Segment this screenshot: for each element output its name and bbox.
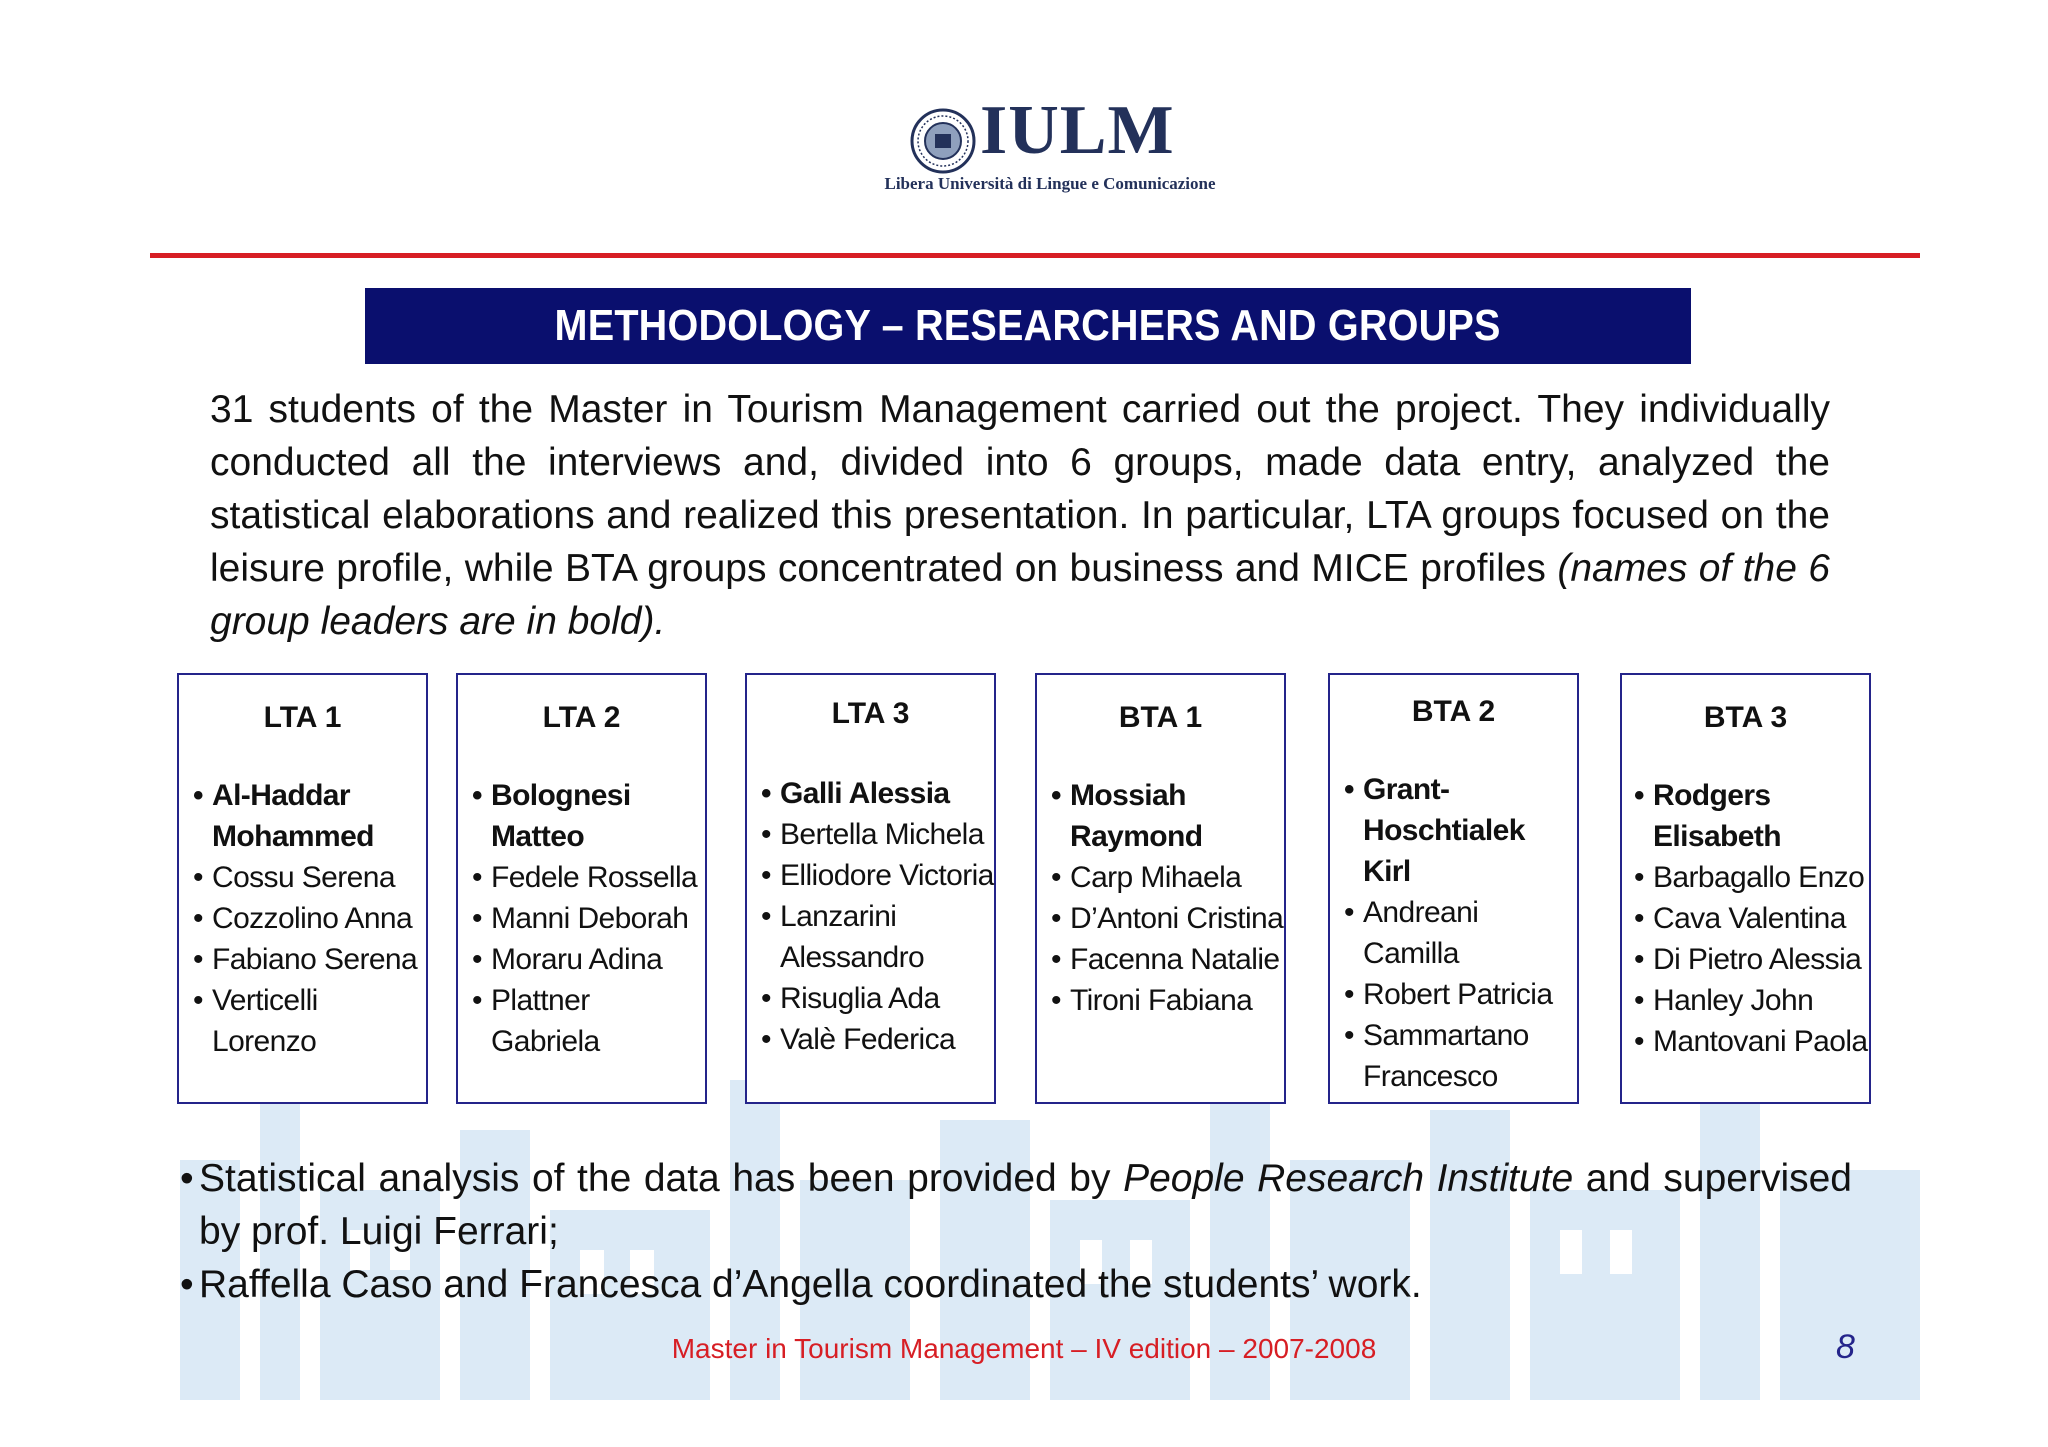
group-leader: • Galli Alessia <box>761 777 950 810</box>
list-item: • Verticelli Lorenzo <box>193 984 318 1058</box>
list-item: • Tironi Fabiana <box>1051 984 1253 1017</box>
group-title: LTA 3 <box>831 697 910 730</box>
list-item: • Barbagallo Enzo <box>1634 861 1865 894</box>
member-list <box>458 775 705 1062</box>
list-item: • Bertella Michela <box>761 818 984 851</box>
group-title: BTA 2 <box>1411 695 1496 728</box>
list-item: • Carp Mihaela <box>1051 861 1242 894</box>
intro-paragraph <box>210 383 1830 648</box>
group-title: BTA 3 <box>1703 701 1788 734</box>
group-box-lta2 <box>456 673 707 1104</box>
list-item: • Fedele Rossella <box>472 861 698 894</box>
header-divider <box>150 253 1920 258</box>
group-title: LTA 2 <box>542 701 621 734</box>
group-box-bta3 <box>1620 673 1871 1104</box>
member-list <box>1037 775 1284 1021</box>
group-leader: • Al-Haddar Mohammed <box>193 779 374 853</box>
list-item: • Sammartano Francesco <box>1344 1019 1529 1093</box>
university-seal-icon <box>910 108 976 174</box>
list-item: • Plattner Gabriela <box>472 984 600 1058</box>
member-list <box>179 775 426 1062</box>
list-item: • Cava Valentina <box>1634 902 1846 935</box>
list-item: • Lanzarini Alessandro <box>761 900 925 974</box>
list-item: • Manni Deborah <box>472 902 689 935</box>
group-box-lta3 <box>745 673 996 1104</box>
member-list <box>1622 775 1869 1062</box>
page-number: 8 <box>1836 1328 1855 1366</box>
note-coordination: • Raffella Caso and Francesca d’Angella coordinated the students’ work. <box>180 1263 1422 1306</box>
list-item: • Hanley John <box>1634 984 1814 1017</box>
member-list <box>1330 769 1577 1097</box>
intro-italic-note: (names of the 6 group leaders are in bold). <box>210 547 1830 643</box>
list-item: • Di Pietro Alessia <box>1634 943 1862 976</box>
list-item: • Andreani Camilla <box>1344 896 1479 970</box>
group-leader: • Grant-Hoschtialek Kirl <box>1344 773 1525 888</box>
list-item: • D’Antoni Cristina <box>1051 902 1284 935</box>
group-box-bta1 <box>1035 673 1286 1104</box>
group-box-lta1 <box>177 673 428 1104</box>
group-title: LTA 1 <box>263 701 342 734</box>
footer-text: Master in Tourism Management – IV edition – 2007-2008 <box>671 1333 1377 1364</box>
list-item: • Valè Federica <box>761 1023 956 1056</box>
list-item: • Cozzolino Anna <box>193 902 413 935</box>
logo-subtitle: Libera Università di Lingue e Comunicazione <box>884 174 1216 193</box>
list-item: • Mantovani Paola <box>1634 1025 1868 1058</box>
list-item: • Risuglia Ada <box>761 982 940 1015</box>
list-item: • Robert Patricia <box>1344 978 1553 1011</box>
group-box-bta2 <box>1328 673 1579 1104</box>
logo-wordmark: IULM <box>980 92 1175 169</box>
institute-name: People Research Institute <box>1123 1157 1574 1200</box>
list-item: • Elliodore Victoria <box>761 859 994 892</box>
list-item: • Fabiano Serena <box>193 943 418 976</box>
list-item: • Moraru Adina <box>472 943 663 976</box>
iulm-logo <box>870 92 1230 202</box>
group-leader: • Bolognesi Matteo <box>472 779 631 853</box>
intro-text: 31 students of the Master in Tourism Management carried out the project. They individually conducted all the interviews and, divided into 6 groups, made data entry, analyzed the statistical elaborations and realized this presentation. In particular, LTA groups focused on the leisure profile, while BTA groups concentrated on business and MICE profiles <box>210 388 1830 590</box>
member-list <box>747 773 994 1060</box>
title-banner <box>365 288 1691 364</box>
bottom-notes <box>180 1152 1852 1311</box>
group-title: BTA 1 <box>1118 701 1203 734</box>
group-leader: • Rodgers Elisabeth <box>1634 779 1781 853</box>
slide-title: METHODOLOGY – RESEARCHERS AND GROUPS <box>554 301 1501 350</box>
list-item: • Facenna Natalie <box>1051 943 1280 976</box>
note-statistical-analysis: • Statistical analysis of the data has been provided by People Research Institute and supervised by prof. Luigi Ferrari; <box>180 1157 1852 1253</box>
list-item: • Cossu Serena <box>193 861 395 894</box>
group-leader: • Mossiah Raymond <box>1051 779 1203 853</box>
